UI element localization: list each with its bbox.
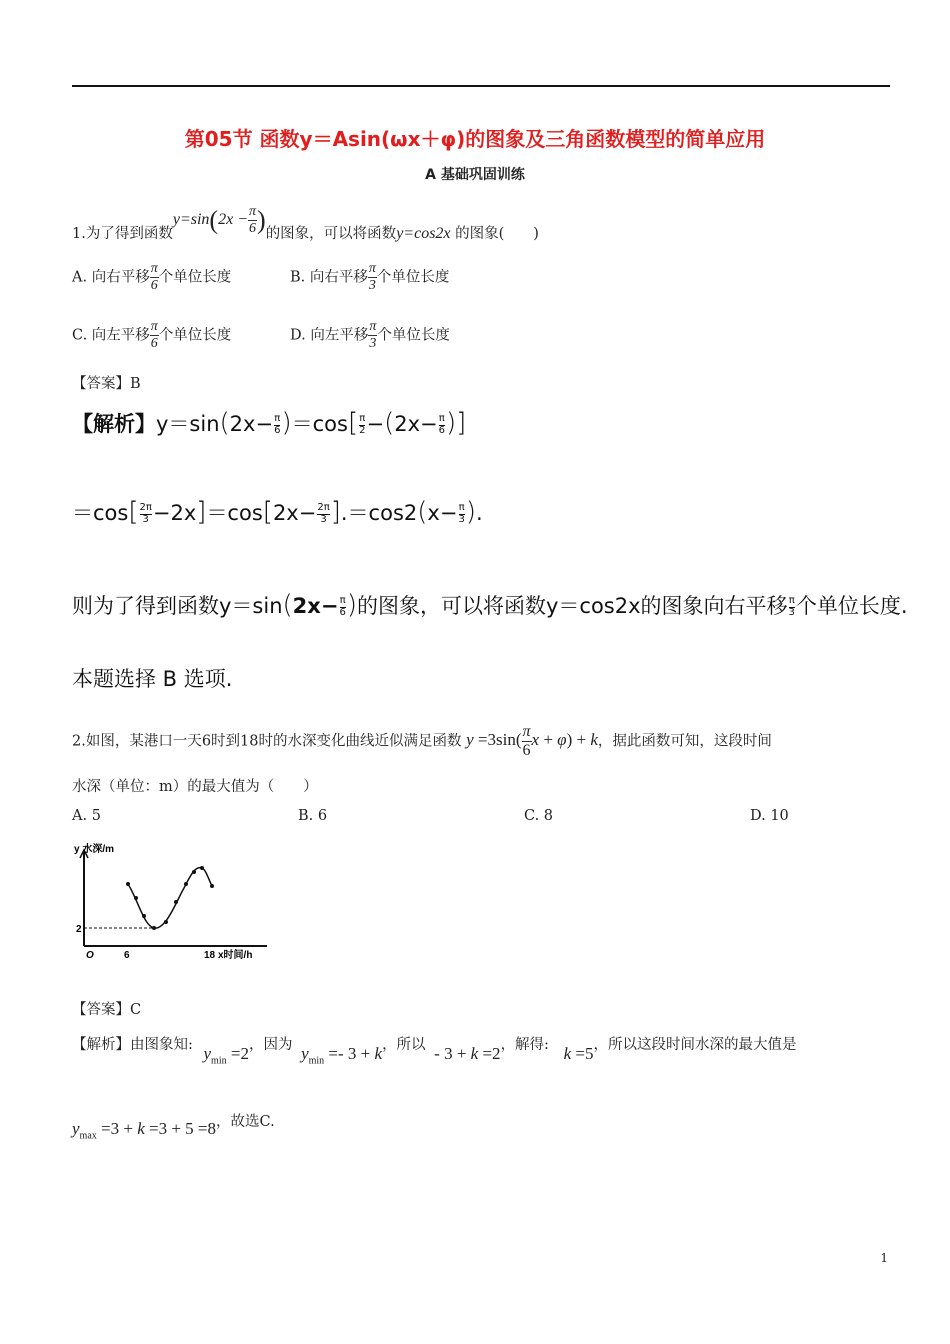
q1-analysis-line1: 【解析】y＝sin(2x− $\frac{\pi}{6}$ )＝cos[ $\frac{\pi}{2}$ −(2x− $\frac{\pi}{6}$ )] [72, 408, 467, 438]
q1-func2: y=cos2x [396, 225, 451, 243]
q1-analysis-line3: 则为了得到函数y＝sin(2x− $\frac{\pi}{6}$ )的图象，可以将函数y＝cos2x的图象向右平移 $\frac{\pi}{3}$ 个单位长度. [72, 590, 908, 620]
q2-analysis-line2: $y_{max} =3 + k =3 + 5 =8$，故选C. [72, 1114, 275, 1142]
q2-eq2: $y_{min} =- 3 + k$ [301, 1044, 383, 1067]
q2-option-d: D. 10 [750, 808, 789, 824]
q1-answer: 【答案】B [72, 376, 141, 392]
q2-analysis-line1: 【解析】由图象知: $y_{min} =2$，因为 $y_{min} =- 3 + k$，所以 - 3 + k =2，解得: k =5，所以这段时间水深的最大值是 [72, 1037, 797, 1067]
q2-eq4: k =5 [563, 1044, 594, 1063]
q1-func1: y=sin(2x − $\frac{\pi}{6}$ ) [172, 204, 266, 236]
q1-conclusion: 本题选择 B 选项. [72, 667, 233, 691]
q2-eq1: $y_{min} =2$ [203, 1044, 249, 1067]
q2-stem: 2.如图，某港口一天6时到18时的水深变化曲线近似满足函数 y =3sin( $\frac{\pi}{6}$ x + φ) + k，据此函数可知，这段时间 [72, 723, 772, 759]
q2-option-b: B. 6 [298, 808, 328, 824]
water-depth-graph [72, 838, 272, 963]
curve-points [126, 866, 214, 930]
y-tick-label: 2 [76, 924, 82, 935]
x-tick-6: 6 [124, 950, 130, 961]
q1-option-a: A. 向右平移 $\frac{\pi}{6}$ 个单位长度 [72, 261, 232, 293]
q1-option-d: D. 向左平移 $\frac{\pi}{3}$ 个单位长度 [290, 319, 450, 351]
page-number: 1 [880, 1251, 888, 1265]
q1-option-c: C. 向左平移 $\frac{\pi}{6}$ 个单位长度 [72, 319, 232, 351]
q1-analysis-line2: ＝cos[ $\frac{2\pi}{3}$ −2x]＝cos[2x− $\frac{2\pi}{3}$ ].＝cos2(x− $\frac{\pi}{3}$ ). [72, 497, 483, 527]
depth-curve [128, 868, 212, 928]
y-axis-label: y 水深/m [74, 844, 115, 855]
q2-answer: 【答案】C [72, 1002, 142, 1018]
q1-option-b: B. 向右平移 $\frac{\pi}{3}$ 个单位长度 [290, 261, 450, 293]
q2-stem-line2: 水深（单位：m）的最大值为（ ） [72, 779, 318, 795]
header-rule [72, 85, 890, 87]
q1-stem: 1.为了得到函数y=sin(2x − $\frac{\pi}{6}$ )的图象，可以将函数y=cos2x 的图象( ) [72, 204, 539, 243]
q2-func: y =3sin( $\frac{\pi}{6}$ x + φ) + k [466, 723, 598, 759]
q2-eq3: - 3 + k =2 [434, 1044, 501, 1063]
x-tick-18: 18 [204, 950, 216, 961]
x-axis-label: x时间/h [218, 950, 253, 961]
q2-option-c: C. 8 [524, 808, 554, 824]
origin-label: O [86, 950, 94, 961]
page-title: 第05节 函数y＝Asin(ωx＋φ)的图象及三角函数模型的简单应用 [184, 127, 766, 151]
q2-option-a: A. 5 [72, 808, 101, 824]
q2-eq5: $y_{max} =3 + k =3 + 5 =8$ [72, 1119, 217, 1142]
section-subtitle: A 基础巩固训练 [425, 167, 525, 183]
